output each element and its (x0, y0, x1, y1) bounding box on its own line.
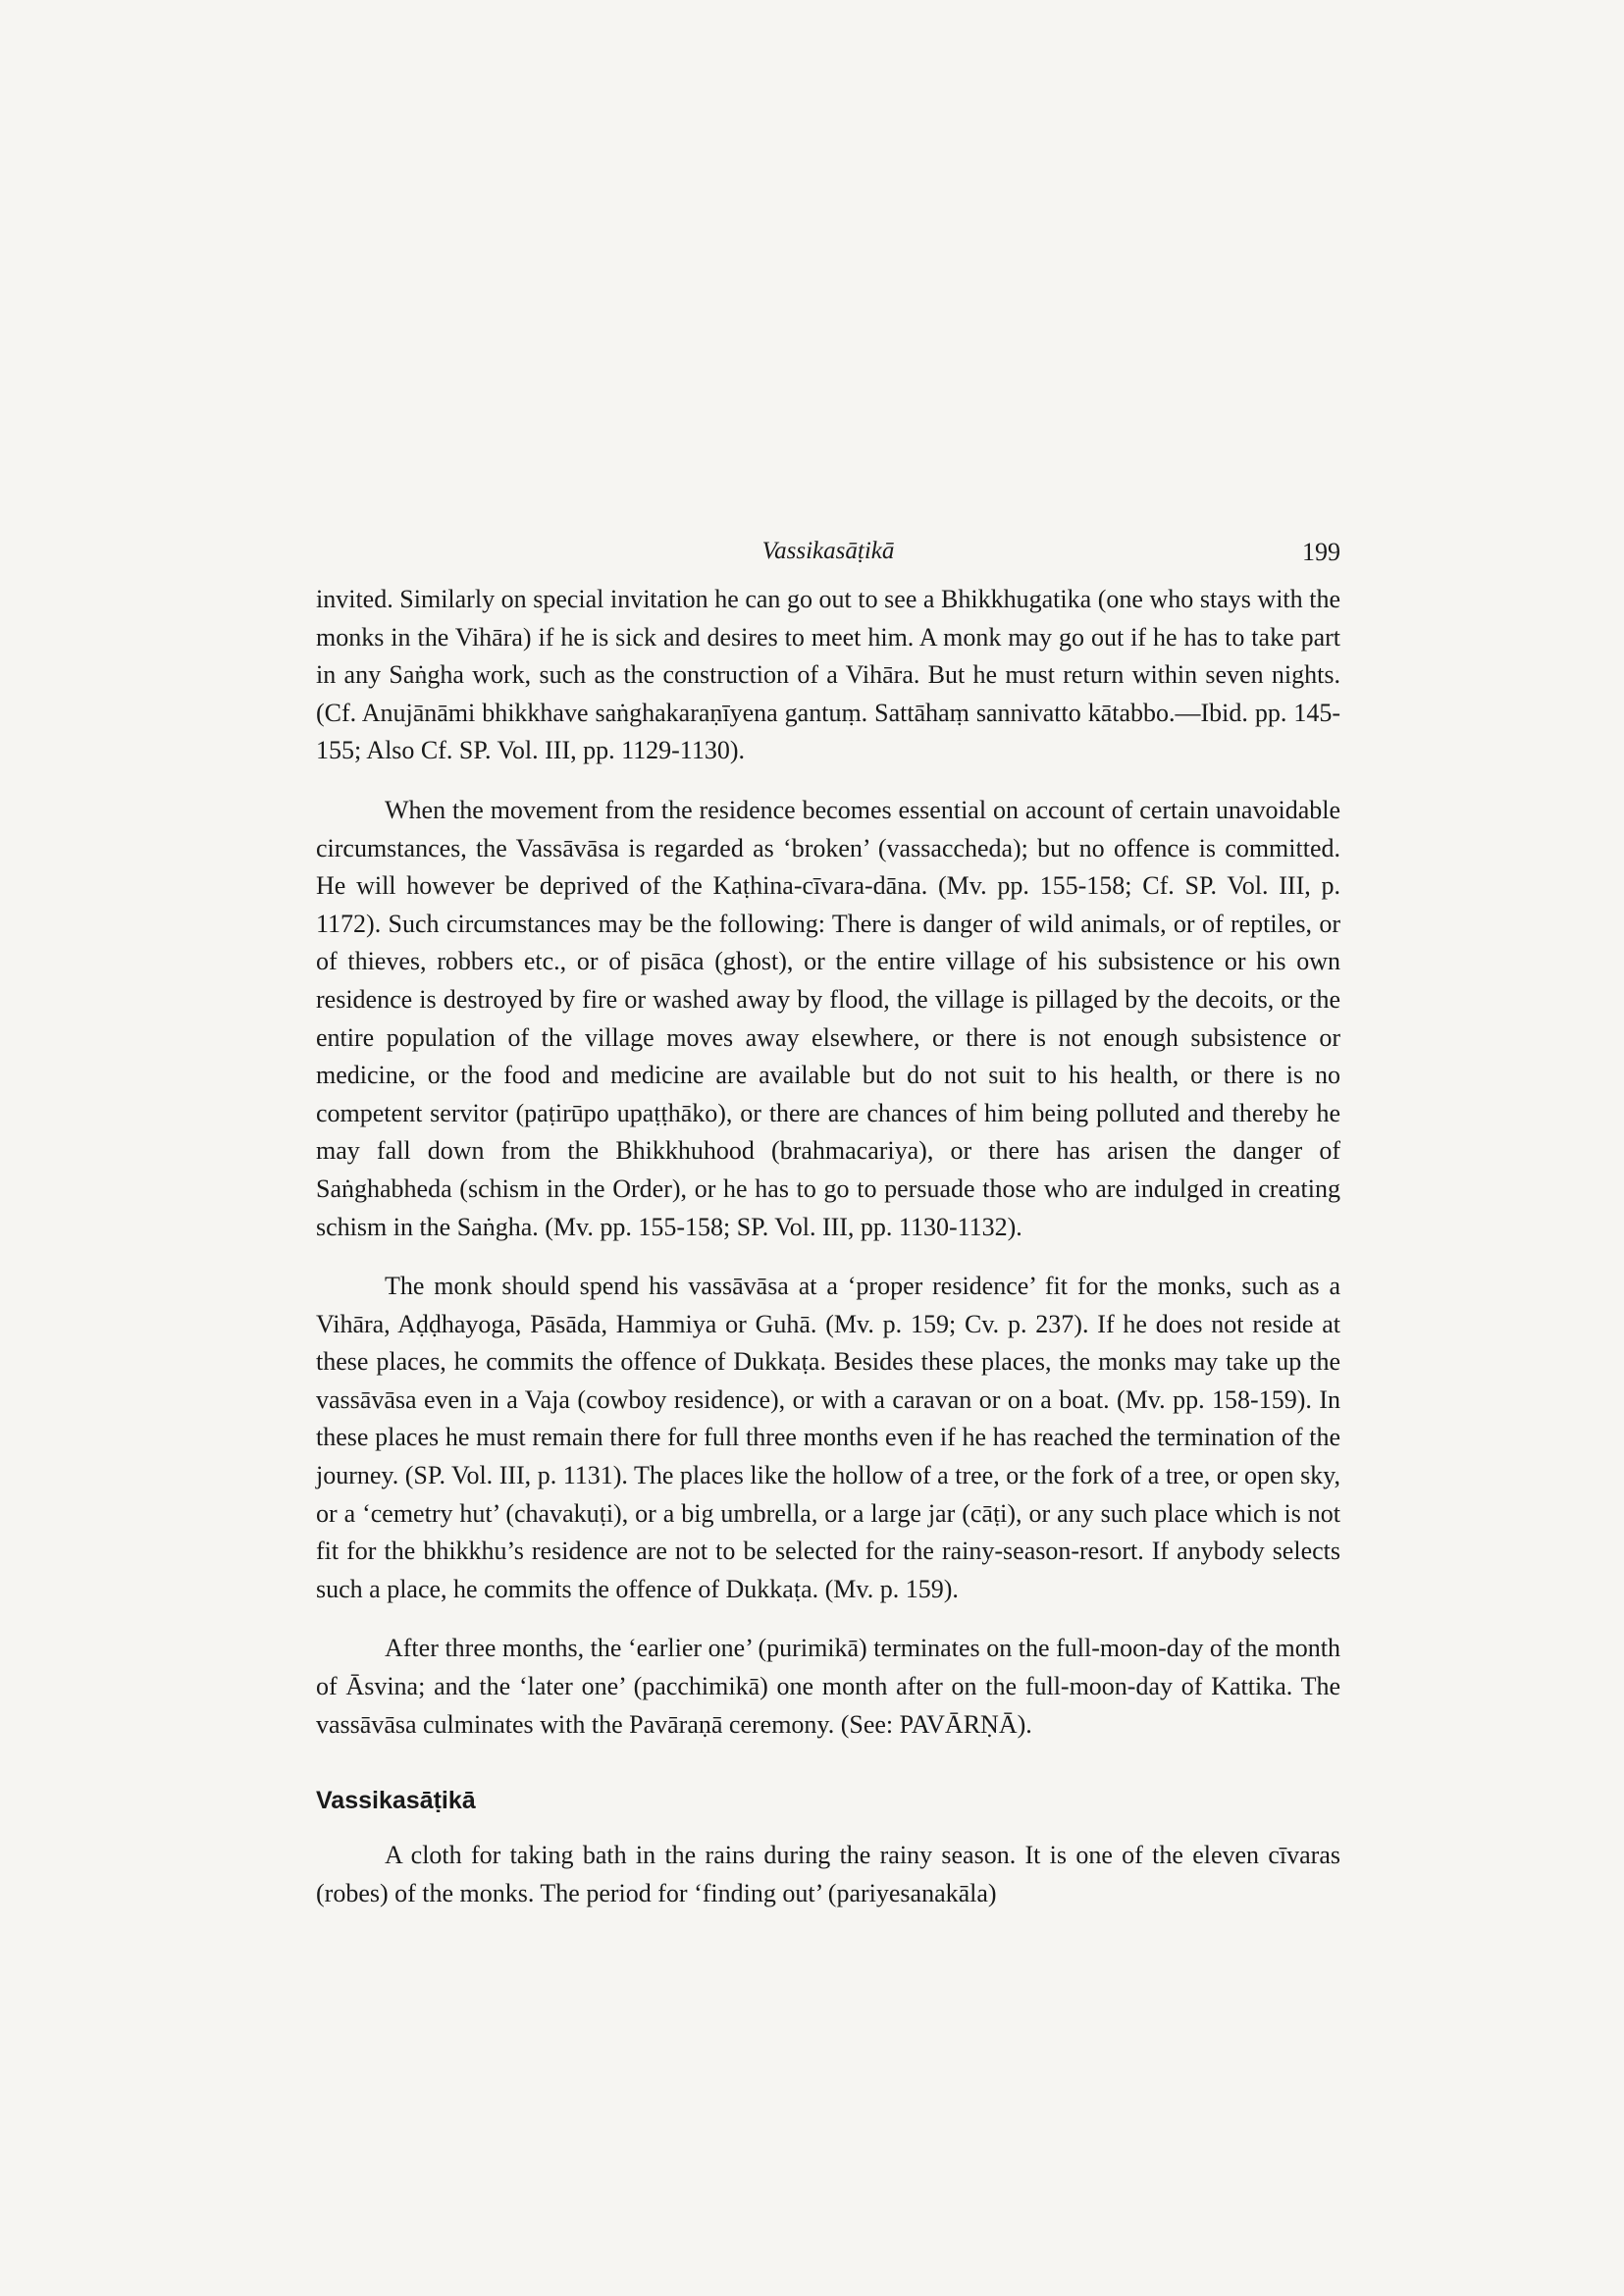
running-title: Vassikasāṭikā (761, 538, 895, 564)
entry-heading: Vassikasāṭikā (316, 1787, 476, 1815)
paragraph-residence: The monk should spend his vassāvāsa at a ‘proper residence’ fit for the monks, such as a Vihāra, Aḍḍhayoga, Pāsāda, Hammiya or Guhā. (Mv. p. 159; Cv. p. 237). If he does not reside at these places, he commits the offence of Dukkaṭa. Besides these places, the monks may take up the vassāvāsa even in a Vaja (cowboy residence), or with a caravan or on a boat. (Mv. pp. 158-159). In these places he must remain there for full three months even if he has reached the termination of the journey. (SP. Vol. III, p. 1131). The places like the hollow of a tree, or the fork of a tree, or open sky, or a ‘cemetry hut’ (chavakuṭi), or a big umbrella, or a large jar (cāṭi), or any such place which is not fit for the bhikkhu’s residence are not to be selected for the rainy-season-resort. If anybody selects such a place, he commits the offence of Dukkaṭa. (Mv. p. 159). (316, 1272, 1340, 1603)
paragraph-three-months: After three months, the ‘earlier one’ (purimikā) terminates on the full-moon-day of the month of Āsvina; and the ‘later one’ (pacchimikā) one month after on the full-moon-day of Kattika. The vassāvāsa culminates with the Pavāraṇā ceremony. (See: PAVĀRṆĀ). (316, 1634, 1340, 1739)
paragraph-movement: When the movement from the residence becomes essential on account of certain unavoidable circumstances, the Vassāvāsa is regarded as ‘broken’ (vassaccheda); but no offence is committed. He will however be deprived of the Kaṭhina-cīvara-dāna. (Mv. pp. 155-158; Cf. SP. Vol. III, p. 1172). Such circumstances may be the following: There is danger of wild animals, or of reptiles, or of thieves, robbers etc., or of pisāca (ghost), or the entire village of his subsistence or his own residence is destroyed by fire or washed away by flood, the village is pillaged by the decoits, or the entire population of the village moves away elsewhere, or there is not enough subsistence or medicine, or the food and medicine are available but do not suit to his health, or there is no competent servitor (paṭirūpo upaṭṭhāko), or there are chances of him being polluted and thereby he may fall down from the Bhikkhuhood (brahmacariya), or there has arisen the danger of Saṅghabheda (schism in the Order), or he has to go to persuade those who are indulged in creating schism in the Saṅgha. (Mv. pp. 155-158; SP. Vol. III, pp. 1130-1132). (316, 795, 1340, 1241)
page-body (316, 538, 1340, 1912)
paragraph-continued: invited. Similarly on special invitation he can go out to see a Bhikkhugatika (one who stays with the monks in the Vihāra) if he is sick and desires to meet him. A monk may go out if he has to take part in any Saṅgha work, such as the construction of a Vihāra. But he must return within seven nights. (Cf. Anujānāmi bhikkhave saṅghakaraṇīyena gantuṃ. Sattāhaṃ sannivatto kātabbo.—Ibid. pp. 145-155; Also Cf. SP. Vol. III, pp. 1129-1130). (316, 585, 1340, 765)
page-number: 199 (1302, 538, 1340, 566)
running-head (316, 538, 1340, 581)
entry-text: A cloth for taking bath in the rains during the rainy season. It is one of the eleven cīvaras (robes) of the monks. The period for ‘finding out’ (pariyesanakāla) (316, 1841, 1340, 1907)
